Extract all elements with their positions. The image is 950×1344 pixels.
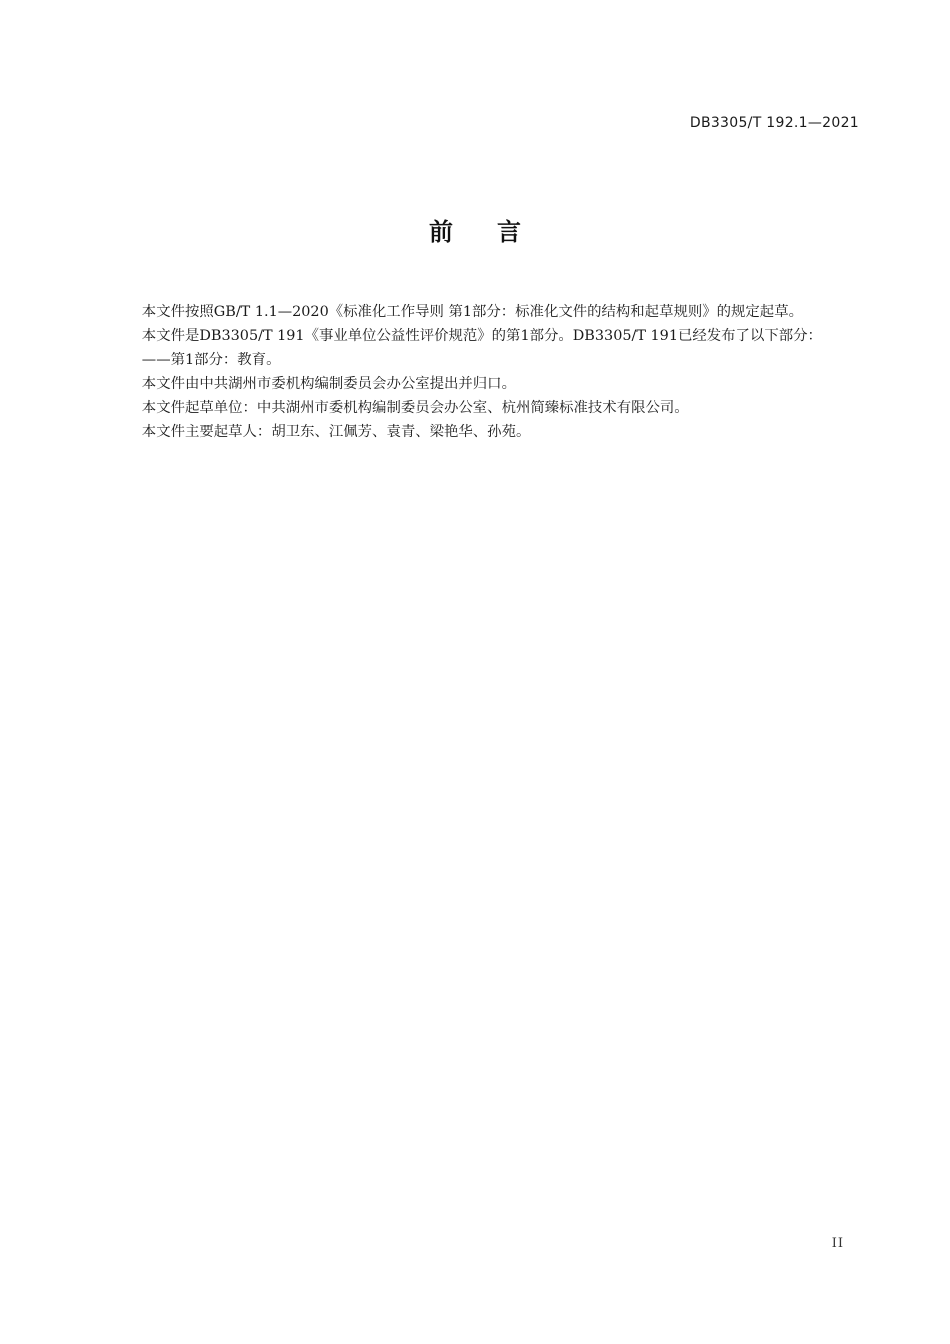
document-code: DB3305/T 192.1—2021 xyxy=(689,115,859,131)
paragraph: 本文件由中共湖州市委机构编制委员会办公室提出并归口。 xyxy=(141,376,516,392)
paragraph: 本文件主要起草人：胡卫东、江佩芳、袁青、梁艳华、孙苑。 xyxy=(141,424,531,440)
page-title: 前言 xyxy=(429,218,565,246)
page-number: II xyxy=(831,1236,844,1251)
paragraph: 本文件起草单位：中共湖州市委机构编制委员会办公室、杭州简臻标准技术有限公司。 xyxy=(141,400,689,416)
paragraph: 本文件是DB3305/T 191《事业单位公益性评价规范》的第1部分。DB3305/T 191已经发布了以下部分： xyxy=(141,328,822,344)
paragraph: 本文件按照GB/T 1.1—2020《标准化工作导则 第1部分：标准化文件的结构和起草规则》的规定起草。 xyxy=(141,304,803,320)
foreword-body xyxy=(113,300,860,444)
paragraph: ——第1部分：教育。 xyxy=(141,352,281,368)
